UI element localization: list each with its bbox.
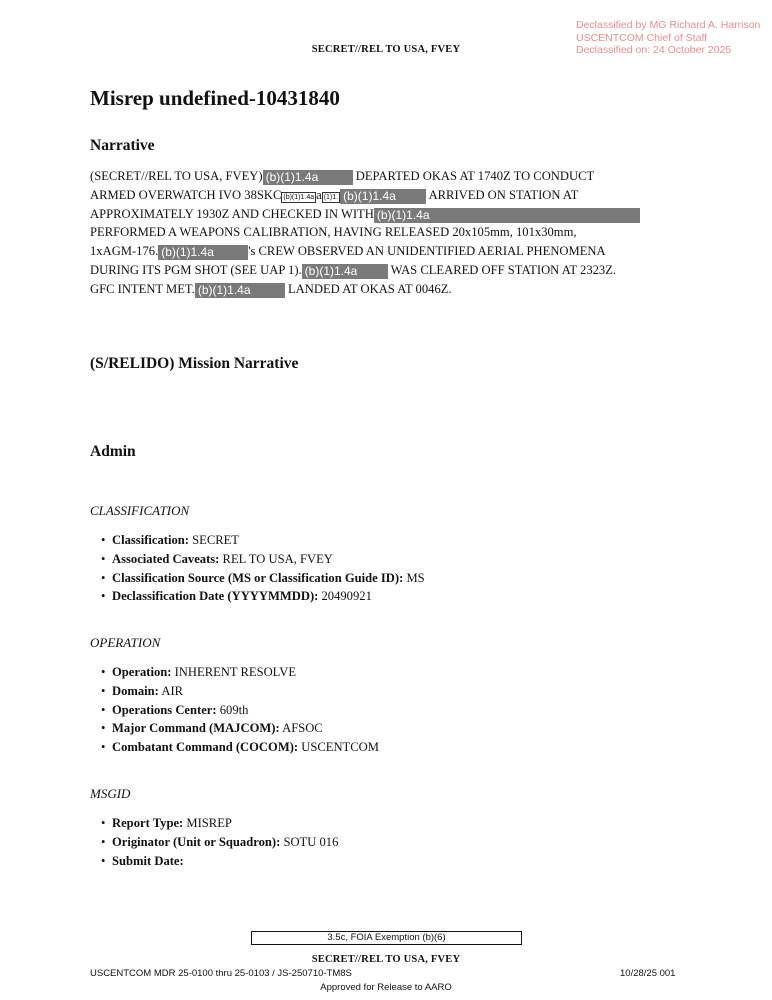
field-key: Associated Caveats: [112, 551, 220, 566]
msgid-list [101, 814, 338, 870]
narrative-text: APPROXIMATELY 1930Z AND CHECKED IN WITH [90, 206, 374, 221]
redaction-box: (b)(1)1.4a [263, 170, 353, 185]
operation-list [101, 663, 379, 757]
narrative-text: ARMED OVERWATCH IVO 38SKC [90, 187, 282, 202]
declass-line-3: Declassified on: 24 October 2025 [576, 44, 732, 56]
redaction-box: (b)(1)1.4a [195, 283, 285, 298]
narrative-text: LANDED AT OKAS AT 0046Z. [284, 281, 452, 296]
narrative-text: DURING ITS PGM SHOT (SEE UAP 1). [90, 262, 302, 277]
list-item [112, 569, 425, 588]
field-value: 20490921 [318, 589, 372, 604]
redaction-box: (b)(1)1.4a [158, 245, 248, 260]
list-item [112, 852, 338, 871]
field-key: Major Command (MAJCOM): [112, 721, 280, 736]
field-key: Declassification Date (YYYYMMDD): [112, 589, 319, 604]
narrative-text: GFC INTENT MET. [90, 281, 195, 296]
field-value: REL TO USA, FVEY [219, 551, 333, 566]
foia-exemption-box: 3.5c, FOIA Exemption (b)(6) [251, 931, 522, 945]
field-value: MISREP [183, 816, 232, 830]
narrative-heading: Narrative [90, 137, 155, 154]
redaction-box: (b)(1)1.4a [374, 208, 640, 223]
narrative-text: (SECRET//REL TO USA, FVEY) [90, 169, 263, 183]
list-item [112, 814, 338, 833]
field-value: SECRET [188, 533, 239, 547]
narrative-body [90, 167, 690, 299]
field-key: Classification: [112, 533, 189, 547]
classification-banner-top: SECRET//REL TO USA, FVEY [311, 44, 461, 55]
field-key: Operation: [112, 665, 172, 679]
operation-subheading: OPERATION [90, 635, 161, 650]
list-item [112, 738, 379, 757]
list-item [112, 587, 425, 606]
narrative-text: 's CREW OBSERVED AN UNIDENTIFIED AERIAL PHENOMENA [248, 244, 606, 259]
list-item [112, 701, 379, 720]
field-value: USCENTCOM [298, 740, 379, 755]
classification-subheading: CLASSIFICATION [90, 503, 190, 518]
declass-line-2: USCENTCOM Chief of Staff [576, 31, 708, 44]
narrative-line [90, 261, 690, 280]
field-key: Originator (Unit or Squadron): [112, 834, 281, 849]
narrative-line [90, 186, 690, 205]
classification-banner-bottom: SECRET//REL TO USA, FVEY [311, 954, 461, 965]
field-key: Submit Date: [112, 853, 184, 868]
narrative-line [90, 205, 690, 224]
field-value: AIR [158, 683, 184, 698]
field-value: INHERENT RESOLVE [171, 665, 297, 679]
list-item [112, 663, 379, 682]
field-value: MS [403, 570, 425, 585]
narrative-text: 1xAGM-176. [90, 244, 159, 259]
footer-reference: USCENTCOM MDR 25-0100 thru 25-0103 / JS-250710-TM8S [90, 968, 352, 979]
footer-date-code: 10/28/25 001 [620, 968, 676, 979]
redaction-box: (b)(1)1.4a [302, 264, 388, 279]
field-key: Domain: [112, 683, 159, 698]
msgid-subheading: MSGID [90, 786, 131, 801]
page-title: Misrep undefined-10431840 [90, 86, 340, 110]
redaction-box: (b)(1)1.4a [283, 193, 315, 201]
field-value: 609th [216, 702, 249, 717]
declass-line-1: Declassified by MG Richard A. Harrison [576, 19, 761, 31]
redaction-box: (1)1. [323, 193, 339, 201]
field-key: Classification Source (MS or Classification Guide ID): [112, 570, 404, 585]
narrative-text: WAS CLEARED OFF STATION AT 2323Z. [387, 262, 617, 277]
narrative-text: ARRIVED ON STATION AT [426, 187, 579, 202]
list-item [112, 550, 425, 569]
list-item [112, 719, 379, 738]
footer-release-note: Approved for Release to AARO [320, 982, 452, 993]
list-item [112, 531, 425, 550]
narrative-text: DEPARTED OKAS AT 1740Z TO CONDUCT [352, 169, 595, 183]
field-value: AFSOC [279, 721, 323, 736]
narrative-line [90, 167, 690, 186]
narrative-line [90, 280, 690, 299]
admin-heading: Admin [90, 443, 136, 460]
classification-list [101, 531, 425, 606]
field-key: Operations Center: [112, 702, 217, 717]
narrative-text: a [316, 187, 322, 202]
field-value: SOTU 016 [280, 834, 339, 849]
field-key: Combatant Command (COCOM): [112, 740, 299, 755]
narrative-line [90, 242, 690, 261]
field-key: Report Type: [112, 816, 184, 830]
list-item [112, 682, 379, 701]
narrative-line: PERFORMED A WEAPONS CALIBRATION, HAVING RELEASED 20x105mm, 101x30mm, [90, 225, 577, 240]
redaction-box: (b)(1)1.4a [340, 189, 426, 204]
list-item [112, 833, 338, 852]
mission-narrative-heading: (S/RELIDO) Mission Narrative [90, 355, 299, 372]
